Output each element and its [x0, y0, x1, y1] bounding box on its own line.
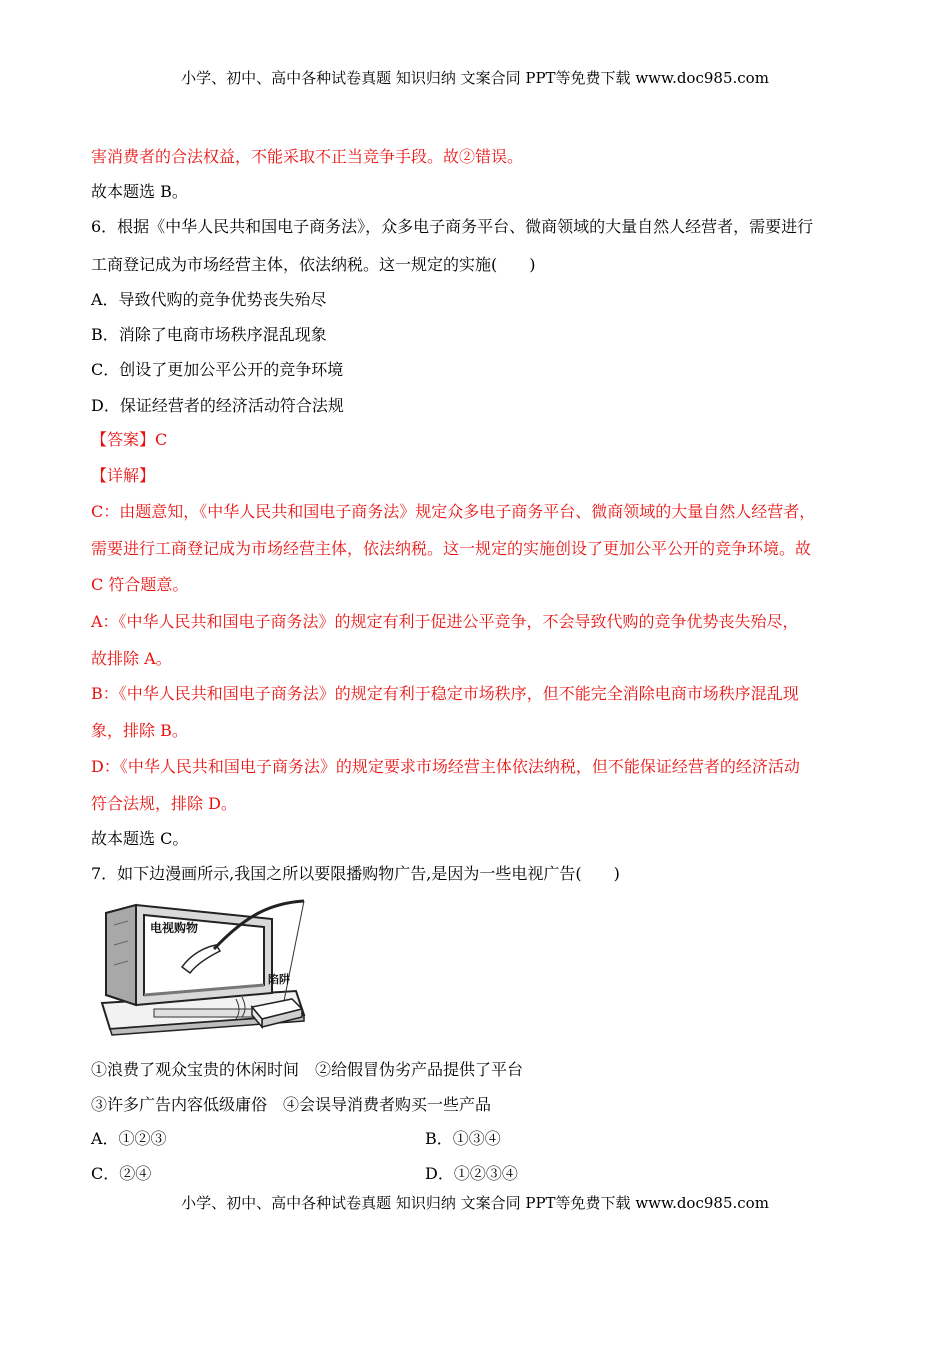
- cartoon-trap-label: 陷阱: [268, 973, 290, 986]
- q7-option-d: D．①②③④: [425, 1164, 518, 1183]
- q6-detail-label: 【详解】: [91, 466, 156, 485]
- page-header: 小学、初中、高中各种试卷真题 知识归纳 文案合同 PPT等免费下载 www.doc985.com: [181, 69, 769, 87]
- q6-option-b: B．消除了电商市场秩序混乱现象: [91, 325, 327, 344]
- q7-option-c: C．②④: [91, 1164, 152, 1183]
- q6-answer: 【答案】C: [91, 430, 168, 449]
- q6-stem-line1: 6．根据《中华人民共和国电子商务法》，众多电子商务平台、微商领域的大量自然人经营者，需要进行: [91, 217, 814, 236]
- q6-detail-line: 故排除 A。: [91, 649, 172, 668]
- prev-detail-tail: 害消费者的合法权益，不能采取不正当竞争手段。故②错误。: [91, 147, 524, 166]
- q7-statements-line2: ③许多广告内容低级庸俗 ④会误导消费者购买一些产品: [91, 1095, 492, 1114]
- q6-detail-line: 象，排除 B。: [91, 721, 188, 740]
- q6-detail-line: C：由题意知，《中华人民共和国电子商务法》规定众多电子商务平台、微商领域的大量自然人经营者，: [91, 502, 816, 521]
- q6-detail-line: 需要进行工商登记成为市场经营主体，依法纳税。这一规定的实施创设了更加公平公开的竞争环境。故: [91, 539, 812, 558]
- q6-detail-line: A：《中华人民共和国电子商务法》的规定有利于促进公平竞争，不会导致代购的竞争优势丧失殆尽，: [91, 612, 799, 631]
- q6-option-a: A．导致代购的竞争优势丧失殆尽: [91, 290, 327, 309]
- q6-stem-line2: 工商登记成为市场经营主体，依法纳税。这一规定的实施( ): [91, 255, 536, 274]
- q6-detail-line: C 符合题意。: [91, 575, 189, 594]
- q6-detail-line: B：《中华人民共和国电子商务法》的规定有利于稳定市场秩序，但不能完全消除电商市场秩序混乱现: [91, 684, 799, 703]
- q6-detail-line: D：《中华人民共和国电子商务法》的规定要求市场经营主体依法纳税，但不能保证经营者的经济活动: [91, 757, 800, 776]
- cartoon-tv-label: 电视购物: [150, 921, 199, 935]
- q7-statements-line1: ①浪费了观众宝贵的休闲时间 ②给假冒伪劣产品提供了平台: [91, 1060, 524, 1079]
- q7-option-b: B．①③④: [425, 1129, 501, 1148]
- q7-stem: 7．如下边漫画所示,我国之所以要限播购物广告,是因为一些电视广告( ): [91, 864, 620, 883]
- q6-option-d: D．保证经营者的经济活动符合法规: [91, 396, 344, 415]
- prev-conclusion: 故本题选 B。: [91, 182, 188, 201]
- page-footer: 小学、初中、高中各种试卷真题 知识归纳 文案合同 PPT等免费下载 www.doc985.com: [181, 1194, 769, 1212]
- q6-conclusion: 故本题选 C。: [91, 829, 189, 848]
- q6-option-c: C．创设了更加公平公开的竞争环境: [91, 360, 344, 379]
- q7-option-a: A．①②③: [91, 1129, 167, 1148]
- tv-shopping-cartoon: [96, 895, 326, 1037]
- q6-detail-line: 符合法规，排除 D。: [91, 794, 237, 813]
